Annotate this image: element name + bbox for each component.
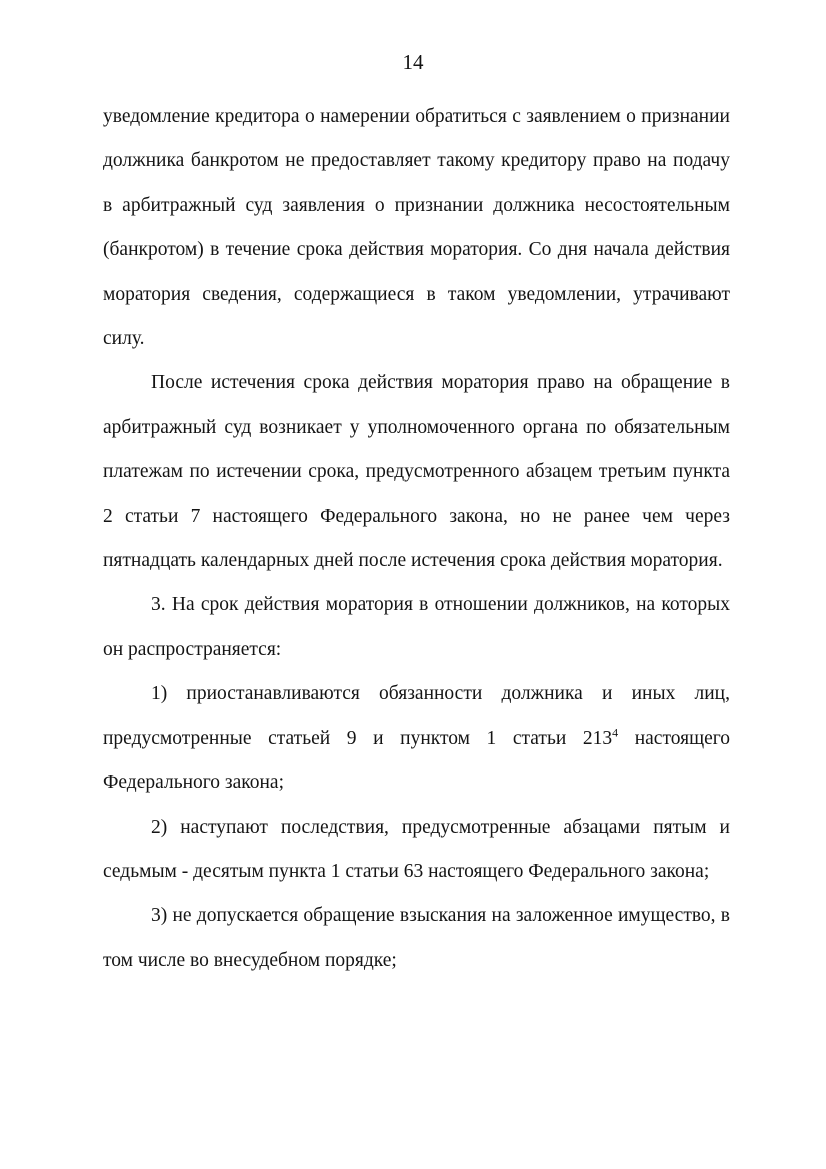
paragraph-after-moratorium: После истечения срока действия моратория право на обращение в арбитражный суд возникает у уполномоченного органа по обязательным платежам по истечении срока, предусмотренного абзацем третьим пункта 2 статьи 7 настоящего Федерального закона, но не ранее чем через пятнадцать календарных дней после истечения срока действия моратория. [103,372,730,572]
paragraph-subitem-1 [103,672,730,805]
subitem-1-text: 1) приостанавливаются обязанности должника и иных лиц, предусмотренные статьей 9 и пунктом 1 статьи 213 [103,683,730,749]
paragraph-subitem-3: 3) не допускается обращение взыскания на заложенное имущество, в том числе во внесудебном порядке; [103,905,730,971]
paragraph-notice-continuation: уведомление кредитора о намерении обратиться с заявлением о признании должника банкротом не предоставляет такому кредитору право на подачу в арбитражный суд заявления о признании должника несостоятельным (банкротом) в течение срока действия моратория. Со дня начала действия моратория сведения, содержащиеся в таком уведомлении, утрачивают силу. [103,106,730,350]
page-number: 14 [402,50,424,74]
paragraph-subitem-2: 2) наступают последствия, предусмотренные абзацами пятым и седьмым - десятым пункта 1 статьи 63 настоящего Федерального закона; [103,816,730,882]
paragraph-item-3: 3. На срок действия моратория в отношении должников, на которых он распространяется: [103,594,730,660]
superscript-index: 4 [612,725,619,740]
subitem-1-text-end: настоящего Федерального закона; [103,727,730,794]
document-body [103,95,730,983]
